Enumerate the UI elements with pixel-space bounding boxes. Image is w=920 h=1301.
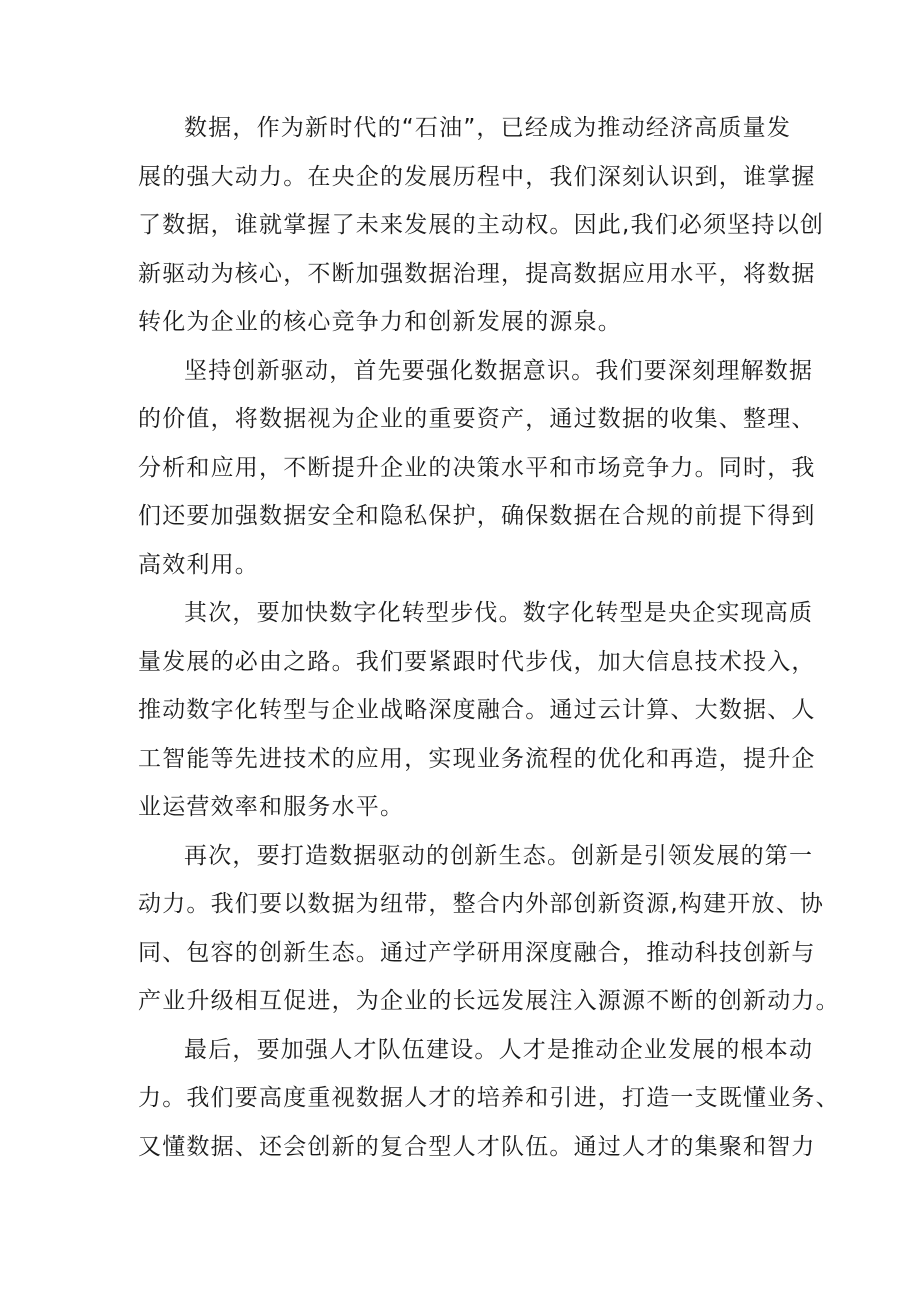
text-line: 转化为企业的核心竞争力和创新发展的源泉。 <box>138 309 622 335</box>
text-line: 推动数字化转型与企业战略深度融合。通过云计算、大数据、人 <box>138 697 816 723</box>
text-line: 产业升级相互促进，为企业的长远发展注入源源不断的创新动力。 <box>138 988 840 1014</box>
text-line: 其次，要加快数字化转型步伐。数字化转型是央企实现高质 <box>184 600 814 626</box>
paragraph-2 <box>138 347 816 590</box>
paragraph-4 <box>138 832 840 1026</box>
text-line: 同、包容的创新生态。通过产学研用深度融合，推动科技创新与 <box>138 939 816 966</box>
paragraph-3 <box>138 589 816 832</box>
text-line: 又懂数据、还会创新的复合型人才队伍。通过人才的集聚和智力 <box>138 1133 816 1160</box>
text-line: 力。我们要高度重视数据人才的培养和引进，打造一支既懂业务、 <box>138 1085 840 1111</box>
text-line: 们还要加强数据安全和隐私保护，确保数据在合规的前提下得到 <box>138 503 816 529</box>
text-line: 数据，作为新时代的“石油”，已经成为推动经济高质量发 <box>184 115 792 141</box>
text-line: 新驱动为核心，不断加强数据治理，提高数据应用水平，将数据 <box>138 260 816 287</box>
text-line: 再次，要打造数据驱动的创新生态。创新是引领发展的第一 <box>184 842 814 869</box>
text-line: 动力。我们要以数据为纽带，整合内外部创新资源,构建开放、协 <box>138 891 825 917</box>
text-line: 工智能等先进技术的应用，实现业务流程的优化和再造，提升企 <box>138 745 816 772</box>
text-line: 分析和应用，不断提升企业的决策水平和市场竞争力。同时，我 <box>138 454 816 481</box>
text-line: 最后，要加强人才队伍建设。人才是推动企业发展的根本动 <box>184 1036 814 1063</box>
text-line: 坚持创新驱动，首先要强化数据意识。我们要深刻理解数据 <box>184 357 814 384</box>
text-line: 了数据，谁就掌握了未来发展的主动权。因此,我们必须坚持以创 <box>138 212 825 238</box>
text-line: 的价值，将数据视为企业的重要资产，通过数据的收集、整理、 <box>138 406 816 432</box>
text-line: 高效利用。 <box>138 551 259 578</box>
paragraph-1 <box>138 104 825 347</box>
paragraph-5 <box>138 1026 840 1172</box>
text-line: 量发展的必由之路。我们要紧跟时代步伐，加大信息技术投入， <box>138 648 816 675</box>
text-line: 业运营效率和服务水平。 <box>138 794 405 820</box>
document-body <box>138 104 840 1171</box>
text-line: 展的强大动力。在央企的发展历程中，我们深刻认识到，谁掌握 <box>138 163 816 190</box>
